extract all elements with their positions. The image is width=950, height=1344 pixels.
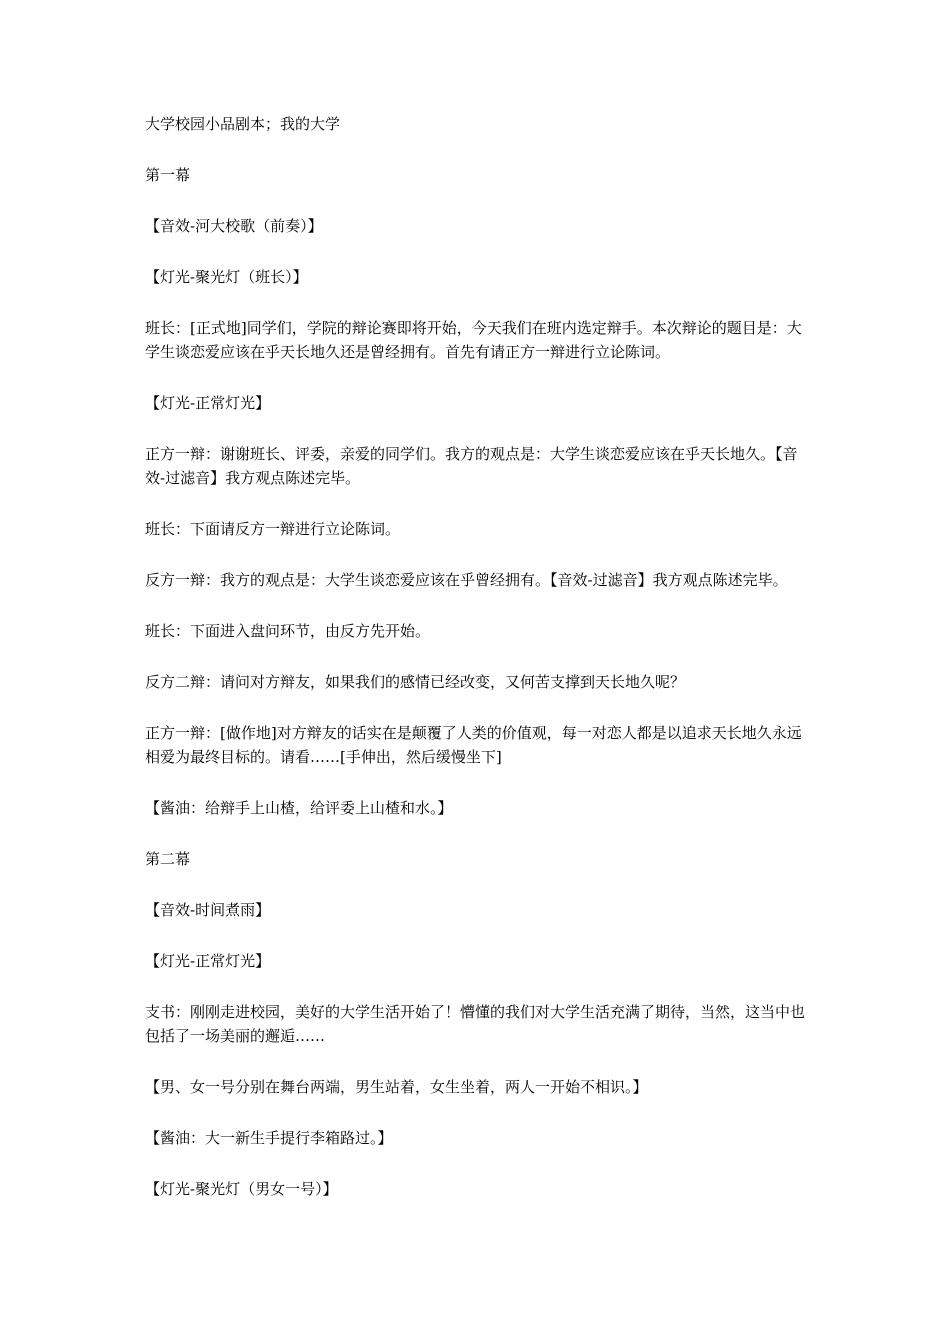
dialogue-paragraph: 班长：下面进入盘问环节，由反方先开始。 <box>145 622 431 640</box>
document-title: 大学校园小品剧本；我的大学 <box>145 115 341 133</box>
dialogue-paragraph: 反方一辩：我方的观点是：大学生谈恋爱应该在乎曾经拥有。【音效-过滤音】我方观点陈述完毕。 <box>145 571 788 589</box>
stage-direction: 【灯光-聚光灯（男女一号）】 <box>145 1180 338 1198</box>
stage-direction: 【音效-时间煮雨】 <box>145 901 271 919</box>
document-page <box>145 112 811 1201</box>
stage-direction: 【酱油：给辩手上山楂，给评委上山楂和水。】 <box>145 799 453 817</box>
dialogue-paragraph: 正方一辩：[做作地]对方辩友的话实在是颠覆了人类的价值观，每一对恋人都是以追求天长地久永远相爱为最终目标的。请看……[手伸出，然后缓慢坐下] <box>145 724 802 766</box>
stage-direction: 【灯光-聚光灯（班长）】 <box>145 268 308 286</box>
stage-direction: 【酱油：大一新生手提行李箱路过。】 <box>145 1129 393 1147</box>
dialogue-paragraph: 正方一辩：谢谢班长、评委，亲爱的同学们。我方的观点是：大学生谈恋爱应该在乎天长地久。【音效-过滤音】我方观点陈述完毕。 <box>145 445 798 487</box>
dialogue-paragraph: 支书：刚刚走进校园，美好的大学生活开始了！懵懂的我们对大学生活充满了期待，当然，这当中也包括了一场美丽的邂逅…… <box>145 1003 806 1045</box>
act-heading-1: 第一幕 <box>145 166 191 184</box>
dialogue-paragraph: 班长：[正式地]同学们，学院的辩论赛即将开始，今天我们在班内选定辩手。本次辩论的题目是：大学生谈恋爱应该在乎天长地久还是曾经拥有。首先有请正方一辩进行立论陈词。 <box>145 319 802 361</box>
act-heading-2: 第二幕 <box>145 850 191 868</box>
stage-direction: 【灯光-正常灯光】 <box>145 394 271 412</box>
dialogue-paragraph: 班长：下面请反方一辩进行立论陈词。 <box>145 520 401 538</box>
stage-direction: 【灯光-正常灯光】 <box>145 952 271 970</box>
stage-direction: 【音效-河大校歌（前奏）】 <box>145 217 323 235</box>
stage-direction: 【男、女一号分别在舞台两端，男生站着，女生坐着，两人一开始不相识。】 <box>145 1078 648 1096</box>
dialogue-paragraph: 反方二辩：请问对方辩友，如果我们的感情已经改变，又何苦支撑到天长地久呢？ <box>145 673 686 691</box>
